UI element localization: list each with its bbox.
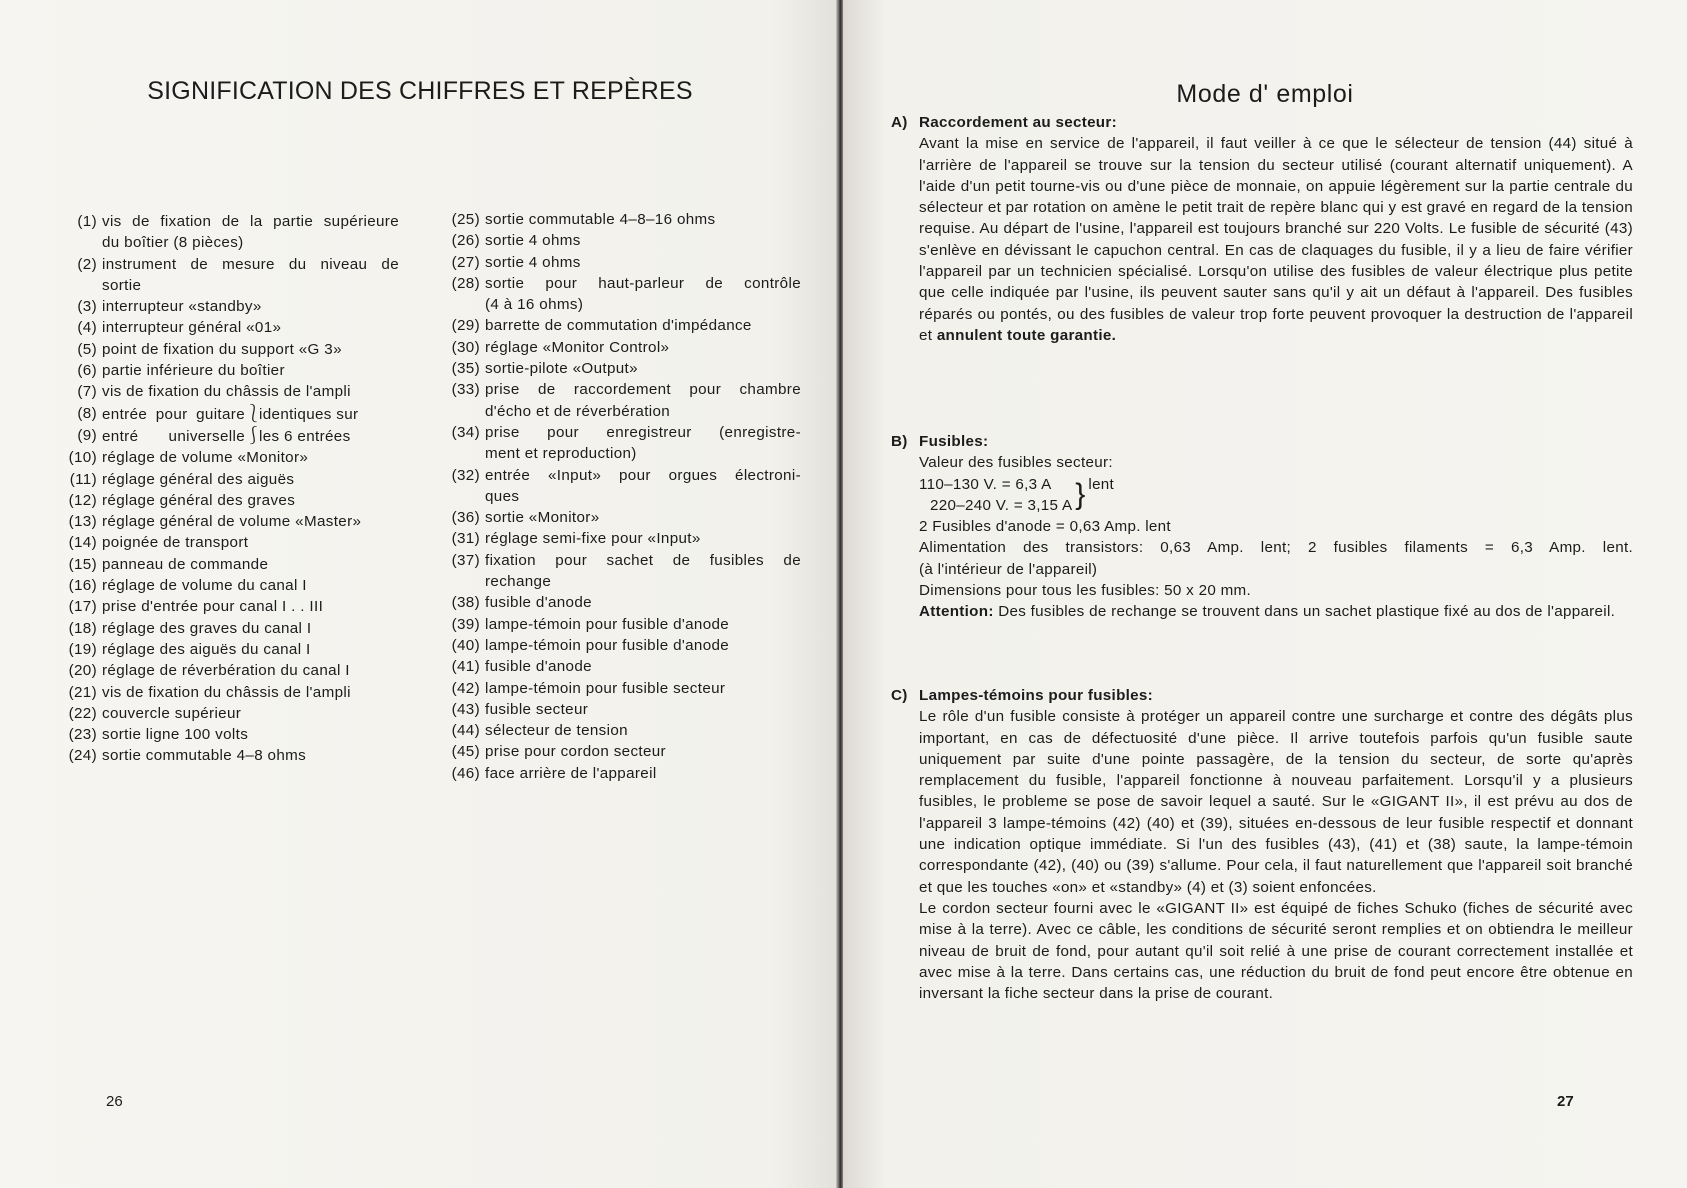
section-lampes-temoins <box>891 685 1633 1004</box>
legend-text: vis de fixation du châssis de l'ampli <box>102 683 351 701</box>
legend-text: réglage de réverbération du canal I <box>102 662 350 680</box>
legend-text: réglage de volume du canal I <box>102 577 307 595</box>
legend-number: (31) <box>451 530 480 548</box>
section-title: Lampes-témoins pour fusibles: <box>919 687 1154 704</box>
legend-text-continued: rechange <box>485 573 552 591</box>
legend-number: (17) <box>68 598 97 616</box>
legend-number: (43) <box>451 700 480 718</box>
legend-item <box>64 296 399 317</box>
legend-text: instrument de mesure du niveau de <box>102 255 399 273</box>
brace-symbol: ⎰ <box>245 425 263 445</box>
legend-number: (11) <box>69 470 97 488</box>
legend-text: prise d'entrée pour canal I . . III <box>102 598 324 616</box>
left-page <box>0 0 840 1188</box>
legend-text <box>102 403 399 425</box>
legend-number: (15) <box>68 555 97 573</box>
section-letter: C) <box>891 687 908 704</box>
legend-item <box>446 699 801 720</box>
fuse-value-110: 110–130 V. = 6,3 A <box>919 475 1052 493</box>
legend-item <box>64 511 399 532</box>
legend-item <box>64 745 399 766</box>
legend-text: sortie-pilote «Output» <box>485 360 638 378</box>
legend-number: (21) <box>68 683 97 701</box>
legend-text: vis de fixation du châssis de l'ampli <box>102 383 351 401</box>
legend-text: réglage des graves du canal I <box>102 619 312 637</box>
legend-text: fusible d'anode <box>485 594 592 612</box>
fuse-values <box>919 474 1633 517</box>
legend-text: prise pour enregistreur (enregistre- <box>485 423 801 441</box>
legend-item <box>446 315 801 336</box>
section-title: Fusibles: <box>919 433 989 450</box>
legend-text: panneau de commande <box>102 555 269 573</box>
legend-number: (32) <box>451 466 480 484</box>
legend-number: (4) <box>77 319 97 337</box>
legend-item <box>64 490 399 511</box>
legend-item <box>446 614 801 635</box>
brace-note: les 6 entrées <box>259 427 351 445</box>
legend-item <box>446 358 801 379</box>
page-number-right: 27 <box>1557 1093 1574 1110</box>
legend-number: (1) <box>77 213 97 230</box>
fuse-value-lines <box>919 474 1072 517</box>
section-body <box>891 133 1633 346</box>
legend-text: lampe-témoin pour fusible d'anode <box>485 636 730 654</box>
legend-number: (39) <box>451 615 480 633</box>
legend-text: interrupteur général «01» <box>102 319 282 337</box>
legend-number: (20) <box>68 662 97 680</box>
legend-number: (10) <box>68 449 97 467</box>
legend-item <box>446 230 801 251</box>
legend-number: (35) <box>451 360 480 378</box>
legend-text: sortie 4 ohms <box>485 232 581 250</box>
legend-text-continued: (4 à 16 ohms) <box>485 296 584 314</box>
legend-number: (12) <box>68 491 97 509</box>
legend-column-a <box>64 211 399 767</box>
legend-item <box>64 339 399 360</box>
legend-number: (37) <box>451 551 480 569</box>
legend-number: (9) <box>77 426 97 444</box>
legend-text: prise de raccordement pour chambre <box>485 381 801 399</box>
legend-text: entrée «Input» pour orgues électroni- <box>485 466 801 484</box>
legend-text: sortie «Monitor» <box>485 509 600 527</box>
legend-text-continued: sortie <box>102 276 142 294</box>
legend-item <box>446 528 801 549</box>
brace-symbol: } <box>1075 477 1086 511</box>
right-page <box>843 0 1687 1188</box>
legend-number: (42) <box>451 679 480 697</box>
legend-text: poignée de transport <box>102 534 249 552</box>
legend-number: (30) <box>451 338 480 356</box>
legend-text-continued: du boîtier (8 pièces) <box>102 234 244 252</box>
legend-number: (18) <box>68 619 97 637</box>
legend-text-continued: ques <box>485 487 520 505</box>
legend-text: sortie commutable 4–8 ohms <box>102 747 307 765</box>
legend-text: fixation pour sachet de fusibles de <box>485 551 801 569</box>
legend-number: (13) <box>68 513 97 531</box>
legend-text: réglage général des graves <box>102 491 296 509</box>
legend-item <box>64 554 399 575</box>
legend-number: (6) <box>77 362 97 380</box>
legend-number: (40) <box>451 636 480 654</box>
fuse-location: (à l'intérieur de l'appareil) <box>919 560 1098 578</box>
attention-label: Attention: <box>919 603 994 621</box>
legend-item <box>446 252 801 273</box>
legend-number: (44) <box>451 722 480 740</box>
legend-item <box>446 465 801 486</box>
section-heading <box>891 685 1633 706</box>
fuse-note: lent <box>1088 475 1115 493</box>
legend-text-continued: d'écho et de réverbération <box>485 402 671 420</box>
legend-number: (25) <box>451 211 480 228</box>
right-page-title: Mode d' emploi <box>1176 80 1354 108</box>
legend-item <box>64 425 399 447</box>
legend-item <box>64 317 399 338</box>
legend-text: réglage de volume «Monitor» <box>102 449 309 467</box>
legend-number: (14) <box>68 534 97 552</box>
legend-number: (7) <box>77 383 97 401</box>
legend-item <box>64 211 399 232</box>
fuse-dimensions: Dimensions pour tous les fusibles: 50 x 20 mm. <box>919 582 1252 600</box>
legend-item <box>446 379 801 400</box>
legend-number: (46) <box>451 764 480 782</box>
legend-text: réglage général de volume «Master» <box>102 513 362 531</box>
section-letter: B) <box>891 433 908 450</box>
section-fusibles <box>891 431 1633 623</box>
legend-number: (19) <box>68 640 97 658</box>
legend-text: interrupteur «standby» <box>102 298 262 316</box>
legend-number: (33) <box>451 381 480 399</box>
legend-text: fusible d'anode <box>485 658 592 676</box>
section-raccordement <box>891 112 1633 346</box>
legend-text: prise pour cordon secteur <box>485 743 666 761</box>
legend-number: (27) <box>451 253 480 271</box>
legend-number: (36) <box>451 509 480 527</box>
legend-item <box>446 273 801 294</box>
legend-item <box>446 550 801 571</box>
legend-item <box>446 337 801 358</box>
section-title: Raccordement au secteur: <box>919 114 1117 131</box>
legend-item <box>64 469 399 490</box>
legend-item <box>64 360 399 381</box>
legend-text: sortie commutable 4–8–16 ohms <box>485 211 716 228</box>
legend-item <box>64 254 399 275</box>
section-body <box>891 452 1633 622</box>
legend-text: réglage semi-fixe pour «Input» <box>485 530 701 548</box>
legend-item <box>64 660 399 681</box>
legend-text: lampe-témoin pour fusible d'anode <box>485 615 730 633</box>
legend-item <box>64 682 399 703</box>
left-page-title: SIGNIFICATION DES CHIFFRES ET REPÈRES <box>147 77 693 105</box>
legend-item <box>446 635 801 656</box>
legend-text <box>102 425 399 447</box>
legend-item <box>446 656 801 677</box>
section-heading <box>891 112 1633 133</box>
paragraph-bold-text: annulent toute garantie. <box>936 326 1117 344</box>
legend-number: (26) <box>451 232 480 250</box>
fuse-intro: Valeur des fusibles secteur: <box>919 454 1113 472</box>
legend-item <box>446 741 801 762</box>
legend-text: réglage «Monitor Control» <box>485 338 670 356</box>
section-heading <box>891 431 1633 452</box>
legend-text-continued: ment et reproduction) <box>485 445 637 463</box>
legend-number: (38) <box>451 594 480 612</box>
legend-number: (29) <box>451 317 480 335</box>
legend-item <box>64 403 399 425</box>
legend-item <box>446 678 801 699</box>
legend-column-b <box>446 209 801 784</box>
legend-text: point de fixation du support «G 3» <box>102 340 342 358</box>
section-paragraph: Le rôle d'un fusible consiste à protéger un appareil contre une surcharge et contre des dégâts plus important, en cas de défectuosité d'une pièce. Il arrive toutefois parfois qu'un fusible saute uniquement par suite d'une pointe passagère, de la tension du secteur, de sorte qu'après remplacement du fusible, l'appareil fonctionne à nouveau parfaitement. Lorsqu'il y a plusieurs fusibles, le probleme se pose de savoir lequel a sauté. Sur le «GIGANT II», il est prévu au dos de l'appareil 3 lampe-témoins (42) (40) et (39), situées en-dessous de leur fusible respectif et donnant une indication optique immédiate. Si l'un des fusibles (43), (41) et (38) saute, la lampe-témoin correspondante (42), (40) ou (39) s'allume. Pour cela, il faut naturellement que l'appareil soit branché et que les touches «on» et «standby» (4) et (3) soient enfoncées. <box>919 708 1633 896</box>
legend-text: sortie 4 ohms <box>485 253 581 271</box>
legend-text: face arrière de l'appareil <box>485 764 657 782</box>
legend-item <box>64 381 399 402</box>
fuse-value-220: 220–240 V. = 3,15 A <box>930 496 1073 514</box>
legend-text: sortie pour haut-parleur de contrôle <box>485 274 801 292</box>
legend-number: (16) <box>68 577 97 595</box>
legend-number: (24) <box>68 747 97 765</box>
legend-number: (34) <box>451 423 480 441</box>
section-paragraph: Le cordon secteur fourni avec le «GIGANT II» est équipé de fiches Schuko (fiches de sécurité avec mise à la terre). Avec ce câble, les conditions de sécurité seront remplies et on obtiendra le meilleur niveau de bruit de fond, pour autant qu'il soit relié à une prise de courant correctement installée et avec mise à la terre. Dans certains cas, une réduction du bruit de fond peut encore être obtenue en inversant la fiche secteur dans la prise de courant. <box>919 899 1633 1003</box>
fuse-anode: 2 Fusibles d'anode = 0,63 Amp. lent <box>919 518 1171 536</box>
brace-symbol: ⎱ <box>245 403 263 423</box>
legend-number: (3) <box>77 298 97 316</box>
legend-text: vis de fixation de la partie supérieure <box>102 213 399 230</box>
legend-text: fusible secteur <box>485 700 589 718</box>
legend-number: (2) <box>77 255 97 273</box>
legend-number: (28) <box>451 274 480 292</box>
brace-note: identiques sur <box>259 405 359 423</box>
legend-number: (45) <box>451 743 480 761</box>
legend-item <box>64 532 399 553</box>
fuse-transistors: Alimentation des transistors: 0,63 Amp. lent; 2 fusibles filaments = 6,3 Amp. lent. <box>919 539 1633 557</box>
legend-item <box>64 639 399 660</box>
legend-item <box>64 724 399 745</box>
legend-number: (5) <box>77 340 97 358</box>
section-letter: A) <box>891 114 908 131</box>
legend-number: (23) <box>68 726 97 744</box>
legend-item <box>446 720 801 741</box>
section-body <box>891 706 1633 1004</box>
legend-text: barrette de commutation d'impédance <box>485 317 752 335</box>
legend-item <box>446 507 801 528</box>
legend-number: (41) <box>451 658 480 676</box>
legend-text: réglage général des aiguës <box>102 470 295 488</box>
legend-item <box>64 703 399 724</box>
legend-text: partie inférieure du boîtier <box>102 362 285 380</box>
legend-item <box>64 618 399 639</box>
legend-item <box>64 447 399 468</box>
section-paragraph <box>919 133 1633 346</box>
legend-number: (22) <box>68 704 97 722</box>
attention-note <box>919 601 1633 622</box>
legend-number: (8) <box>77 404 97 422</box>
legend-item <box>446 763 801 784</box>
attention-text: Des fusibles de rechange se trouvent dans un sachet plastique fixé au dos de l'appareil. <box>998 603 1616 621</box>
legend-text: lampe-témoin pour fusible secteur <box>485 679 726 697</box>
legend-text: réglage des aiguës du canal I <box>102 640 311 658</box>
legend-text: sortie ligne 100 volts <box>102 726 249 744</box>
legend-text: couvercle supérieur <box>102 704 242 722</box>
legend-item <box>446 592 801 613</box>
legend-text: sélecteur de tension <box>485 722 628 740</box>
page-number-left: 26 <box>106 1093 123 1110</box>
legend-item <box>64 596 399 617</box>
legend-label: entré universelle <box>102 427 245 445</box>
legend-item <box>446 422 801 443</box>
legend-item <box>446 209 801 230</box>
legend-item <box>64 575 399 596</box>
legend-label: entrée pour guitare <box>102 405 245 423</box>
paragraph-text: Avant la mise en service de l'appareil, il faut veiller à ce que le sélecteur de tension (44) situé à l'arrière de l'appareil se trouve sur la tension du secteur utilisé (courant alternatif uniquement). A l'aide d'un petit tourne-vis ou d'une pièce de monnaie, on appuie légèrement sur la partie centrale du sélecteur et par rotation on amène le petit trait de repère blanc qui y est gravé en regard de la tension requise. Au départ de l'usine, l'appareil est toujours branché sur 220 Volts. Le fusible de sécurité (43) s'enlève en dévissant le capuchon central. En cas de claquages du fusible, il y a lieu de faire vérifier l'appareil par un technicien spécialisé. Lorsqu'on utilise des fusibles de valeur électrique plus petite que celle indiquée par l'usine, ils peuvent sauter sans qu'il y ait un défaut à l'appareil. Des fusibles réparés ou pontés, ou des fusibles de valeur trop forte peuvent provoquer la destruction de l'appareil et <box>919 135 1633 344</box>
